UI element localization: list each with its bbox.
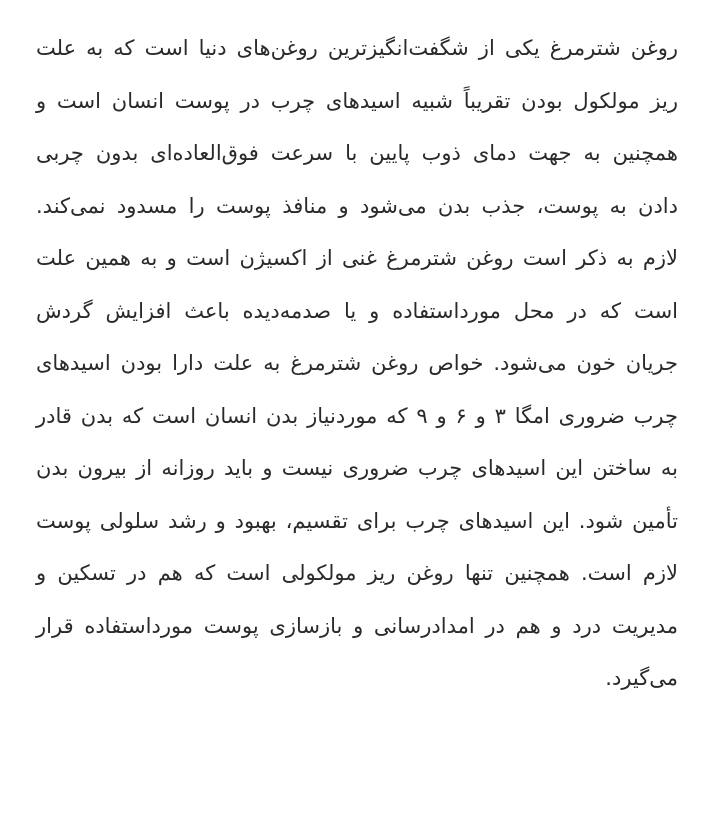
article-paragraph: روغن شترمرغ یکی از شگفت‌انگیزترین روغن‌های دنیا است که به علت ریز مولکول بودن تقریباً شبیه اسیدهای چرب در پوست انسان است و همچنین به جهت دمای ذوب پایین با سرعت فوق‌العاده‌ای بدون چربی دادن به پوست، جذب بدن می‌شود و منافذ پوست را مسدود نمی‌کند. لازم به ذکر است روغن شترمرغ غنی از اکسیژن است و به همین علت است که در محل مورداستفاده و یا صدمه‌دیده باعث افزایش گردش جریان خون می‌شود. خواص روغن شترمرغ به علت دارا بودن اسیدهای چرب ضروری امگا ۳ و ۶ و ۹ که موردنیاز بدن انسان است که بدن قادر به ساختن این اسیدهای چرب ضروری نیست و باید روزانه از بیرون بدن تأمین شود. این اسیدهای چرب برای تقسیم، بهبود و رشد سلولی پوست لازم است. همچنین تنها روغن ریز مولکولی است که هم در تسکین و مدیریت درد و هم در امدادرسانی و بازسازی پوست مورداستفاده قرار می‌گیرد. <box>36 36 678 690</box>
